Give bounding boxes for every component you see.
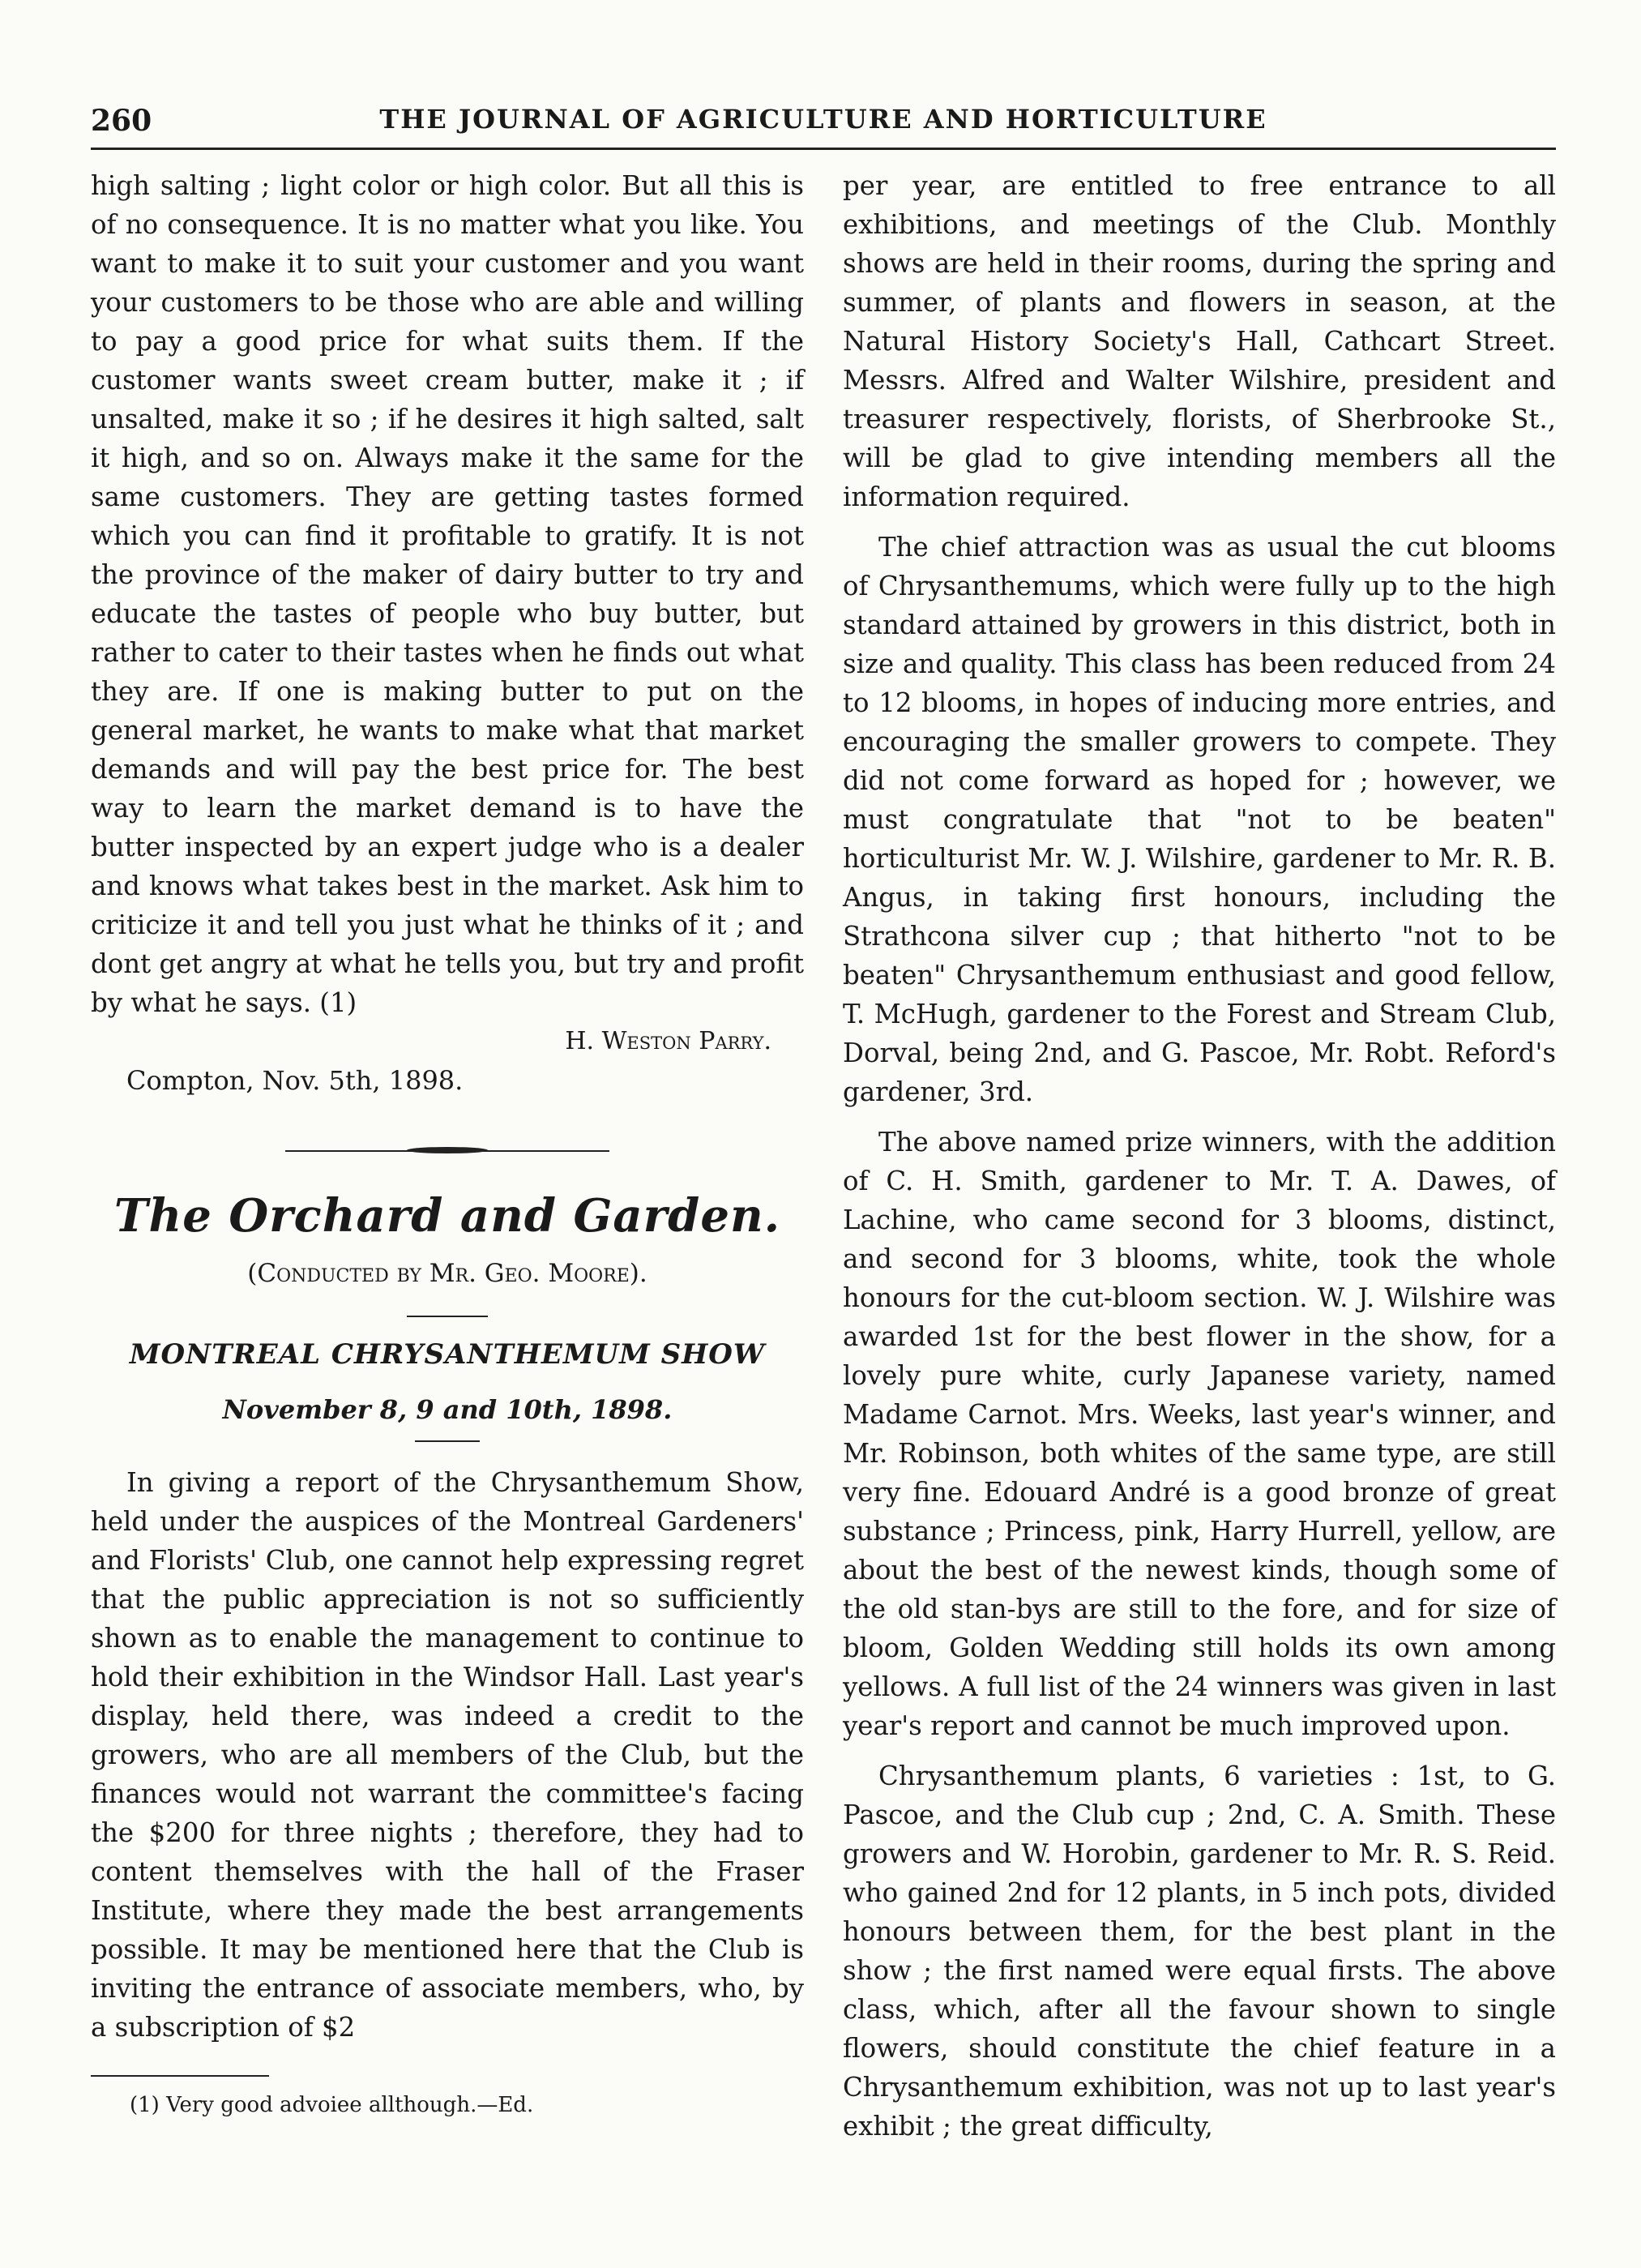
section-rule <box>407 1316 488 1317</box>
page-number: 260 <box>91 104 152 138</box>
journal-title: THE JOURNAL OF AGRICULTURE AND HORTICULTURE <box>379 104 1267 135</box>
right-column <box>843 166 1556 2146</box>
article-paragraph: per year, are entitled to free entrance to all exhibitions, and meetings of the Club. Monthly shows are held in their rooms, during the spring and summer, of plants and flowers in season, at the Natural History Society's Hall, Cathcart Street. Messrs. Alfred and Walter Wilshire, president and treasurer respectively, florists, of Sherbrooke St., will be glad to give intending members all the information required. <box>843 170 1556 512</box>
ornamental-divider <box>285 1147 609 1155</box>
header-rule <box>91 148 1556 150</box>
section-heading: The Orchard and Garden. <box>113 1189 781 1243</box>
article-title: MONTREAL CHRYSANTHEMUM SHOW <box>129 1338 766 1371</box>
article-paragraph: Chrysanthemum plants, 6 varieties : 1st, to G. Pascoe, and the Club cup ; 2nd, C. A. Smith. These growers and W. Horobin, gardener to Mr. R. S. Reid. who gained 2nd for 12 plants, in 5 inch pots, divided honours between them, for the best plant in the show ; the first named were equal firsts. The above class, which, after all the favour shown to single flowers, should constitute the chief feature in a Chrysanthemum exhibition, was not up to last year's exhibit ; the great difficulty, <box>843 1761 1556 2142</box>
footnote: (1) Very good advoiee allthough.—Ed. <box>130 2093 534 2117</box>
article-paragraph: In giving a report of the Chrysanthemum Show, held under the auspices of the Montreal Gardeners' and Florists' Club, one cannot help expressing regret that the public appreciation is not so sufficiently shown as to enable the management to continue to hold their exhibition in the Windsor Hall. Last year's display, held there, was indeed a credit to the growers, who are all members of the Club, but the finances would not warrant the committee's facing the $200 for three nights ; therefore, they had to content themselves with the hall of the Fraser Institute, where they made the best arrangements possible. It may be mentioned here that the Club is inviting the entrance of associate members, who, by a subscription of $2 <box>91 1467 804 2043</box>
dateline: Compton, Nov. 5th, 1898. <box>126 1065 464 1096</box>
article-paragraph: The above named prize winners, with the addition of C. H. Smith, gardener to Mr. T. A. Dawes, of Lachine, who came second for 3 blooms, distinct, and second for 3 blooms, white, took the whole honours for the cut-bloom section. W. J. Wilshire was awarded 1st for the best flower in the show, for a lovely pure white, curly Japanese variety, named Madame Carnot. Mrs. Weeks, last year's winner, and Mr. Robinson, both whites of the same type, are still very fine. Edouard André is a good bronze of great substance ; Princess, pink, Harry Hurrell, yellow, are about the best of the newest kinds, though some of the old stan-bys are still to the fore, and for size of bloom, Golden Wedding still holds its own among yellows. A full list of the 24 winners was given in last year's report and cannot be much improved upon. <box>843 1127 1556 1741</box>
author-signature: H. Weston Parry. <box>565 1027 771 1055</box>
date-rule <box>415 1440 480 1442</box>
section-conducted-by: (Conducted by Mr. Geo. Moore). <box>247 1259 647 1288</box>
left-column <box>91 166 804 2047</box>
footnote-rule <box>91 2075 269 2077</box>
page-header <box>91 97 1556 146</box>
intro-paragraph: high salting ; light color or high color. But all this is of no consequence. It is no matter what you like. You want to make it to suit your customer and you want your customers to be those who are able and willing to pay a good price for what suits them. If the customer wants sweet cream butter, make it ; if unsalted, make it so ; if he desires it high salted, salt it high, and so on. Always make it the same for the same customers. They are getting tastes formed which you can find it profitable to gratify. It is not the province of the maker of dairy butter to try and educate the tastes of people who buy butter, but rather to cater to their tastes when he finds out what they are. If one is making butter to put on the general market, he wants to make what that market demands and will pay the best price for. The best way to learn the market demand is to have the butter inspected by an expert judge who is a dealer and knows what takes best in the market. Ask him to criticize it and tell you just what he thinks of it ; and dont get angry at what he tells you, but try and profit by what he says. (1) <box>91 170 804 1018</box>
article-date: November 8, 9 and 10th, 1898. <box>222 1394 673 1425</box>
article-paragraph: The chief attraction was as usual the cut blooms of Chrysanthemums, which were fully up to the high standard attained by growers in this district, both in size and quality. This class has been reduced from 24 to 12 blooms, in hopes of inducing more entries, and encouraging the smaller growers to compete. They did not come forward as hoped for ; however, we must congratulate that "not to be beaten" horticulturist Mr. W. J. Wilshire, gardener to Mr. R. B. Angus, in taking first honours, including the Strathcona silver cup ; that hitherto "not to be beaten" Chrysanthemum enthusiast and good fellow, T. McHugh, gardener to the Forest and Stream Club, Dorval, being 2nd, and G. Pascoe, Mr. Robt. Reford's gardener, 3rd. <box>843 532 1556 1107</box>
